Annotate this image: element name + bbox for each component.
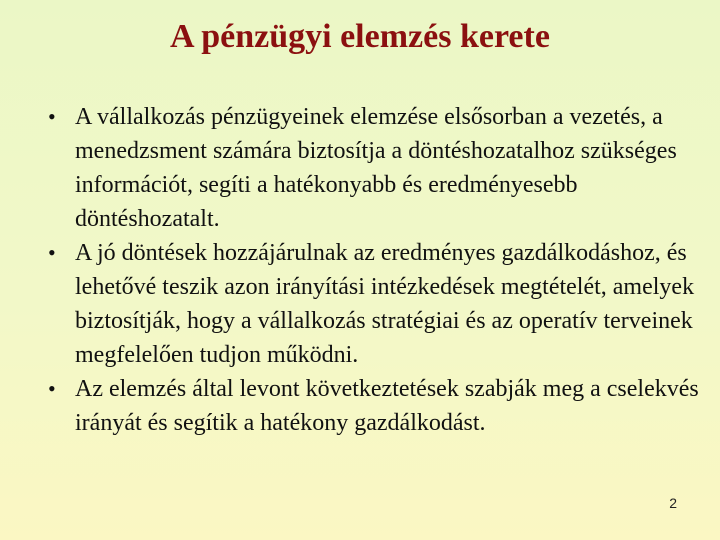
bullet-text: A vállalkozás pénzügyeinek elemzése elsősorban a vezetés, a menedzsment számára biztosítja a döntéshozatalhoz szükséges információt, segíti a hatékonyabb és eredményesebb döntéshozatalt.: [75, 104, 677, 232]
bullet-icon: •: [48, 240, 56, 265]
bullet-icon: •: [48, 376, 56, 401]
page-number: 2: [669, 495, 677, 511]
bullet-list: [48, 100, 708, 440]
slide-title: A pénzügyi elemzés kerete: [170, 18, 550, 55]
bullet-text: Az elemzés által levont következtetések szabják meg a cselekvés irányát és segítik a hatékony gazdálkodást.: [75, 376, 699, 436]
bullet-item: [48, 236, 708, 372]
bullet-text: A jó döntések hozzájárulnak az eredményes gazdálkodáshoz, és lehetővé teszik azon irányítási intézkedések megtételét, amelyek biztosítják, hogy a vállalkozás stratégiai és az operatív terveinek megfelelően tudjon működni.: [75, 240, 695, 368]
bullet-item: [48, 372, 708, 440]
bullet-item: [48, 100, 708, 236]
bullet-icon: •: [48, 104, 56, 129]
